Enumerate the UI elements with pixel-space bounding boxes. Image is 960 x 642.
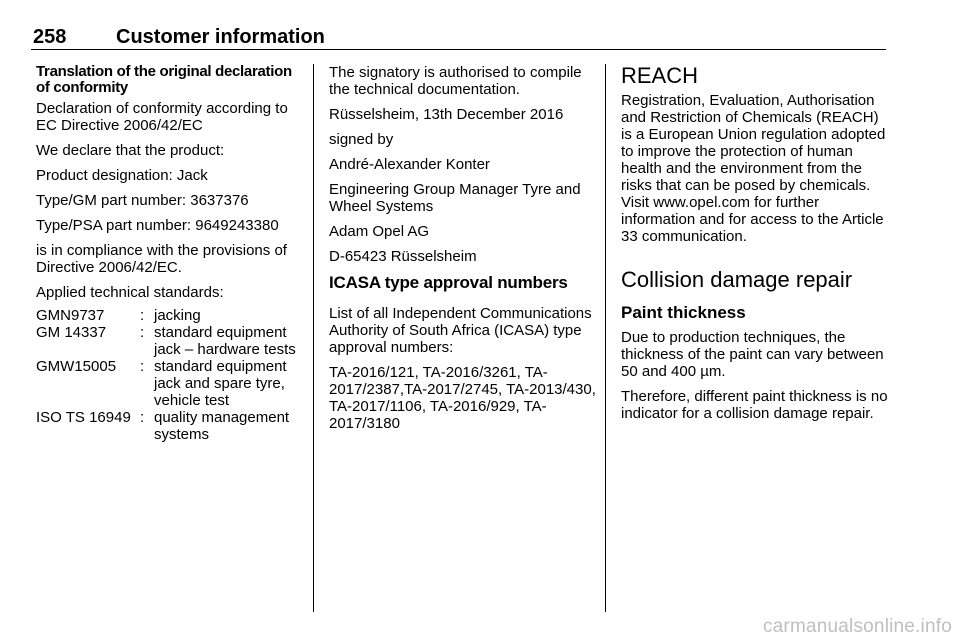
table-row	[36, 358, 300, 409]
column-divider-2	[605, 64, 606, 612]
declaration-paragraph: We declare that the product:	[36, 142, 225, 159]
collision-heading: Collision damage repair	[621, 267, 853, 292]
standard-separator: :	[140, 324, 145, 341]
declaration-paragraph: Type/PSA part number: 9649243380	[36, 217, 279, 234]
table-row	[36, 307, 300, 324]
icasa-heading: ICASA type approval numbers	[329, 273, 568, 292]
declaration-paragraph: Product designation: Jack	[36, 167, 208, 184]
signatory-paragraph: Engineering Group Manager Tyre and Wheel Systems	[329, 181, 581, 215]
reach-paragraph: Registration, Evaluation, Authorisation and Restriction of Chemicals (REACH) is a European Union regulation adopted to improve the protection of human health and the environment from the risks that can be posed by chemicals. Visit www.opel.com for further information and for access to the Article 33 communication.	[621, 92, 886, 245]
standard-separator: :	[140, 358, 145, 375]
standards-table	[36, 307, 300, 443]
standard-description: jacking	[154, 307, 201, 324]
signatory-paragraph: Adam Opel AG	[329, 223, 430, 240]
standard-separator: :	[140, 409, 145, 426]
signatory-paragraph: Rüsselsheim, 13th December 2016	[329, 106, 564, 123]
standard-code: GM 14337	[36, 324, 107, 341]
paint-paragraph: Therefore, different paint thickness is no indicator for a collision damage repair.	[621, 388, 888, 422]
reach-heading: REACH	[621, 63, 699, 88]
signatory-paragraph: The signatory is authorised to compile the technical documentation.	[329, 64, 582, 98]
column-signatory	[329, 64, 597, 440]
page-number: 258	[33, 26, 67, 48]
signatory-paragraph: D-65423 Rüsselsheim	[329, 248, 477, 265]
icasa-paragraph: List of all Independent Communications Authority of South Africa (ICASA) type approval numbers:	[329, 305, 592, 356]
column-divider-1	[313, 64, 314, 612]
declaration-paragraph: Declaration of conformity according to EC Directive 2006/42/EC	[36, 100, 288, 134]
paint-thickness-heading: Paint thickness	[621, 303, 746, 322]
watermark: carmanualsonline.info	[762, 616, 952, 637]
signatory-paragraph: André-Alexander Konter	[329, 156, 490, 173]
declaration-paragraph: is in compliance with the provisions of Directive 2006/42/EC.	[36, 242, 287, 276]
standard-description: standard equipment jack and spare tyre, vehicle test	[154, 358, 287, 409]
section-title: Customer information	[116, 26, 325, 48]
signatory-paragraph: signed by	[329, 131, 394, 148]
standard-code: GMW15005	[36, 358, 117, 375]
table-row	[36, 409, 300, 443]
column-reach	[621, 64, 891, 430]
declaration-heading: Translation of the original declaration of conformity	[36, 63, 292, 96]
icasa-numbers: TA-2016/121, TA-2016/3261, TA-2017/2387,TA-2017/2745, TA-2013/430, TA-2017/1106, TA-2016/929, TA-2017/3180	[329, 364, 596, 432]
paint-paragraph: Due to production techniques, the thickness of the paint can vary between 50 and 400 µm.	[621, 329, 884, 380]
standard-code: GMN9737	[36, 307, 105, 324]
column-declaration	[36, 64, 300, 443]
standard-description: standard equipment jack – hardware tests	[154, 324, 296, 358]
declaration-paragraph: Applied technical standards:	[36, 284, 224, 301]
declaration-paragraph: Type/GM part number: 3637376	[36, 192, 249, 209]
standard-separator: :	[140, 307, 145, 324]
standard-description: quality management systems	[154, 409, 290, 443]
table-row	[36, 324, 300, 358]
page-header	[31, 28, 886, 50]
standard-code: ISO TS 16949	[36, 409, 131, 426]
